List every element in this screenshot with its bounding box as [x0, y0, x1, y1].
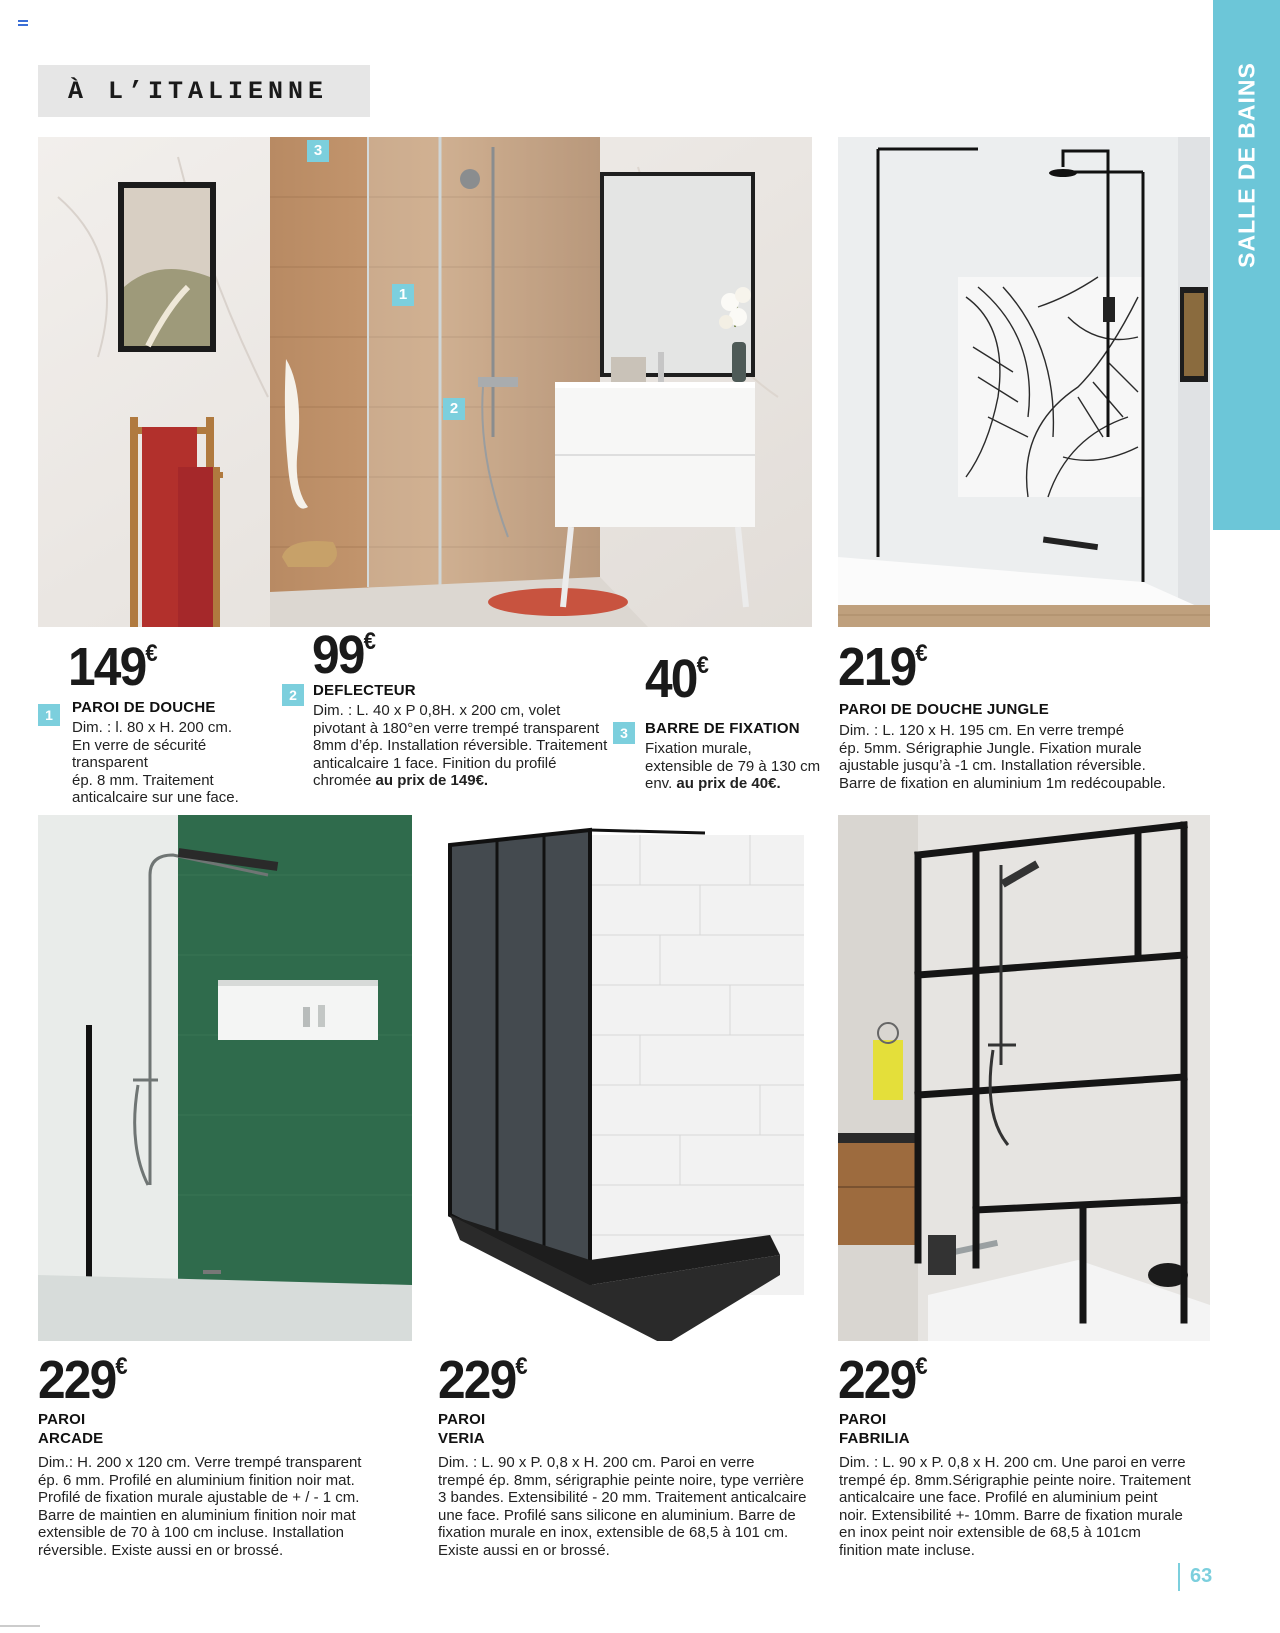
page-number-text: 63	[1190, 1565, 1213, 1587]
product-description: Dim. : L. 120 x H. 195 cm. En verre trempé ép. 5mm. Sérigraphie Jungle. Fixation murale ajustable jusqu’à -1 cm. Installation réversible. Barre de fixation en aluminium 1m redécoupable.	[839, 722, 1166, 792]
product-name: BARRE DE FIXATION	[645, 720, 800, 737]
product-number-badge: 3	[613, 722, 635, 744]
product-description: Dim. : l. 80 x H. 200 cm. En verre de sécurité transparent ép. 8 mm. Traitement anticalcaire sur une face.	[72, 719, 239, 806]
product-description: Dim. : L. 90 x P. 0,8 x H. 200 cm. Une paroi en verre trempé ép. 8mm.Sérigraphie peinte noire. Traitement anticalcaire une face. Profilé en aluminium peint noir. Extensibilité +- 10mm. Barre de fixation murale en inox peint noir extensible de 68,5 à 101cm finition mate incluse.	[839, 1454, 1191, 1559]
product-description: Fixation murale, extensible de 79 à 130 cm env. au prix de 40€.	[645, 740, 821, 792]
product-number-badge: 2	[282, 684, 304, 706]
product-number-badge: 1	[38, 704, 60, 726]
section-title-text: À L’ITALIENNE	[68, 77, 329, 106]
callout-badge-1: 1	[392, 284, 414, 306]
side-tab	[1213, 0, 1280, 530]
product-name: PAROI FABRILIA	[839, 1411, 910, 1447]
bottom-marker	[0, 1625, 40, 1627]
price-paroi-fabrilia: 229€	[838, 1350, 928, 1410]
price-paroi-de-douche: 149€	[68, 637, 158, 697]
callout-badge-2: 2	[443, 398, 465, 420]
corner-marker	[18, 20, 28, 27]
veria-shower-photo	[440, 815, 814, 1341]
product-name: PAROI VERIA	[438, 1411, 486, 1447]
price-deflecteur: 99€	[312, 625, 376, 685]
arcade-shower-photo	[38, 815, 412, 1341]
product-name: PAROI DE DOUCHE JUNGLE	[839, 701, 1049, 718]
product-description: Dim.: H. 200 x 120 cm. Verre trempé transparent ép. 6 mm. Profilé en aluminium finition noir mat. Profilé de fixation murale ajustable de + / - 1 cm. Barre de maintien en aluminium finition noir mat extensible de 70 à 100 cm incluse. Installation réversible. Existe aussi en or brossé.	[38, 1454, 362, 1559]
product-name: DEFLECTEUR	[313, 682, 416, 699]
product-description: Dim. : L. 90 x P. 0,8 x H. 200 cm. Paroi en verre trempé ép. 8mm, sérigraphie peinte noire, type verrière 3 bandes. Extensibilité - 20 mm. Traitement anticalcaire une face. Profilé sans silicone en aluminium. Barre de fixation murale en inox, extensible de 68,5 à 101 cm. Existe aussi en or brossé.	[438, 1454, 807, 1559]
product-name: PAROI ARCADE	[38, 1411, 104, 1447]
price-barre-de-fixation: 40€	[645, 649, 709, 709]
page-number	[1178, 1563, 1224, 1591]
product-description: Dim. : L. 40 x P 0,8H. x 200 cm, volet pivotant à 180°en verre trempé transparent 8mm d’ép. Installation réversible. Traitement anticalcaire 1 face. Finition du profilé chromée au prix de 149€.	[313, 702, 608, 789]
price-paroi-veria: 229€	[438, 1350, 528, 1410]
price-paroi-arcade: 229€	[38, 1350, 128, 1410]
callout-badge-3: 3	[307, 140, 329, 162]
fabrilia-shower-photo	[838, 815, 1210, 1341]
jungle-shower-photo	[838, 137, 1210, 627]
price-paroi-jungle: 219€	[838, 637, 928, 697]
product-name: PAROI DE DOUCHE	[72, 699, 216, 716]
side-tab-label: SALLE DE BAINS	[1233, 62, 1259, 268]
hero-photo	[38, 137, 812, 627]
section-title	[38, 65, 370, 117]
